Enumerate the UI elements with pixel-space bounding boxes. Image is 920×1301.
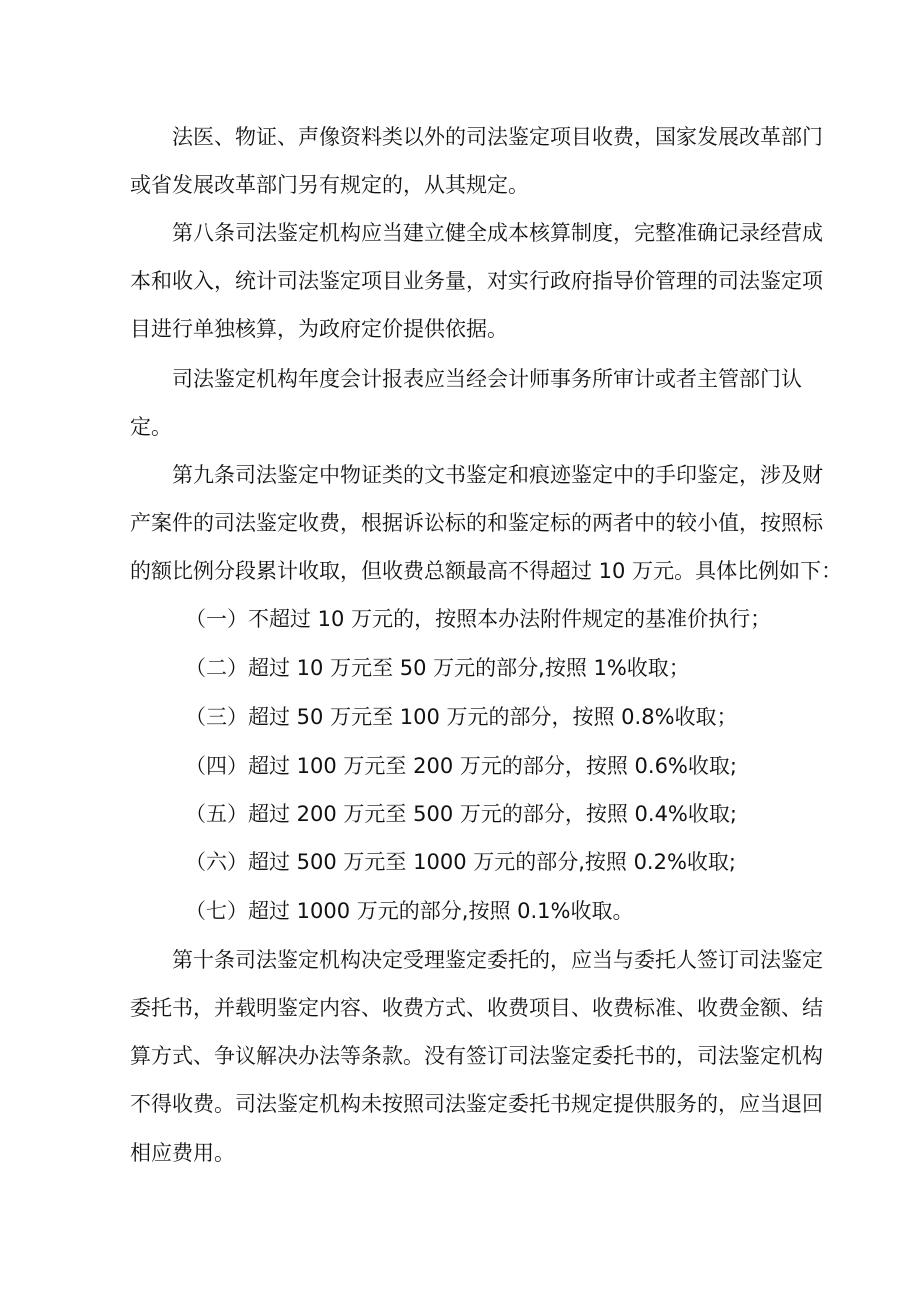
- paragraph-line: 目进行单独核算，为政府定价提供依据。: [130, 317, 508, 341]
- list-item: （六）超过 500 万元至 1000 万元的部分,按照 0.2%收取;: [185, 850, 737, 874]
- list-item: （一）不超过 10 万元的，按照本办法附件规定的基准价执行；: [185, 607, 772, 631]
- list-item: （四）超过 100 万元至 200 万元的部分，按照 0.6%收取;: [185, 754, 737, 778]
- paragraph-line: 司法鉴定机构年度会计报表应当经会计师事务所审计或者主管部门认: [172, 367, 802, 391]
- paragraph-line: 的额比例分段累计收取，但收费总额最高不得超过 10 万元。具体比例如下：: [130, 559, 843, 583]
- paragraph-line: 定。: [130, 415, 172, 439]
- paragraph-line: 第九条司法鉴定中物证类的文书鉴定和痕迹鉴定中的手印鉴定，涉及财: [172, 463, 823, 487]
- paragraph-line: 算方式、争议解决办法等条款。没有签订司法鉴定委托书的，司法鉴定机构: [130, 1044, 823, 1068]
- list-item: （二）超过 10 万元至 50 万元的部分,按照 1%收取；: [185, 656, 690, 680]
- paragraph-line: 委托书，并载明鉴定内容、收费方式、收费项目、收费标准、收费金额、结: [130, 996, 823, 1020]
- paragraph-line: 产案件的司法鉴定收费，根据诉讼标的和鉴定标的两者中的较小值，按照标: [130, 511, 823, 535]
- paragraph-line: 第十条司法鉴定机构决定受理鉴定委托的，应当与委托人签订司法鉴定: [172, 948, 823, 972]
- paragraph-line: 本和收入，统计司法鉴定项目业务量，对实行政府指导价管理的司法鉴定项: [130, 269, 823, 293]
- list-item: （五）超过 200 万元至 500 万元的部分，按照 0.4%收取;: [185, 802, 737, 826]
- paragraph-line: 不得收费。司法鉴定机构未按照司法鉴定委托书规定提供服务的，应当退回: [130, 1092, 823, 1116]
- list-item: （七）超过 1000 万元的部分,按照 0.1%收取。: [185, 899, 634, 923]
- list-item: （三）超过 50 万元至 100 万元的部分，按照 0.8%收取；: [185, 705, 738, 729]
- paragraph-line: 法医、物证、声像资料类以外的司法鉴定项目收费，国家发展改革部门: [172, 125, 823, 149]
- paragraph-line: 相应费用。: [130, 1141, 235, 1165]
- paragraph-line: 第八条司法鉴定机构应当建立健全成本核算制度，完整准确记录经营成: [172, 221, 823, 245]
- paragraph-line: 或省发展改革部门另有规定的，从其规定。: [130, 173, 529, 197]
